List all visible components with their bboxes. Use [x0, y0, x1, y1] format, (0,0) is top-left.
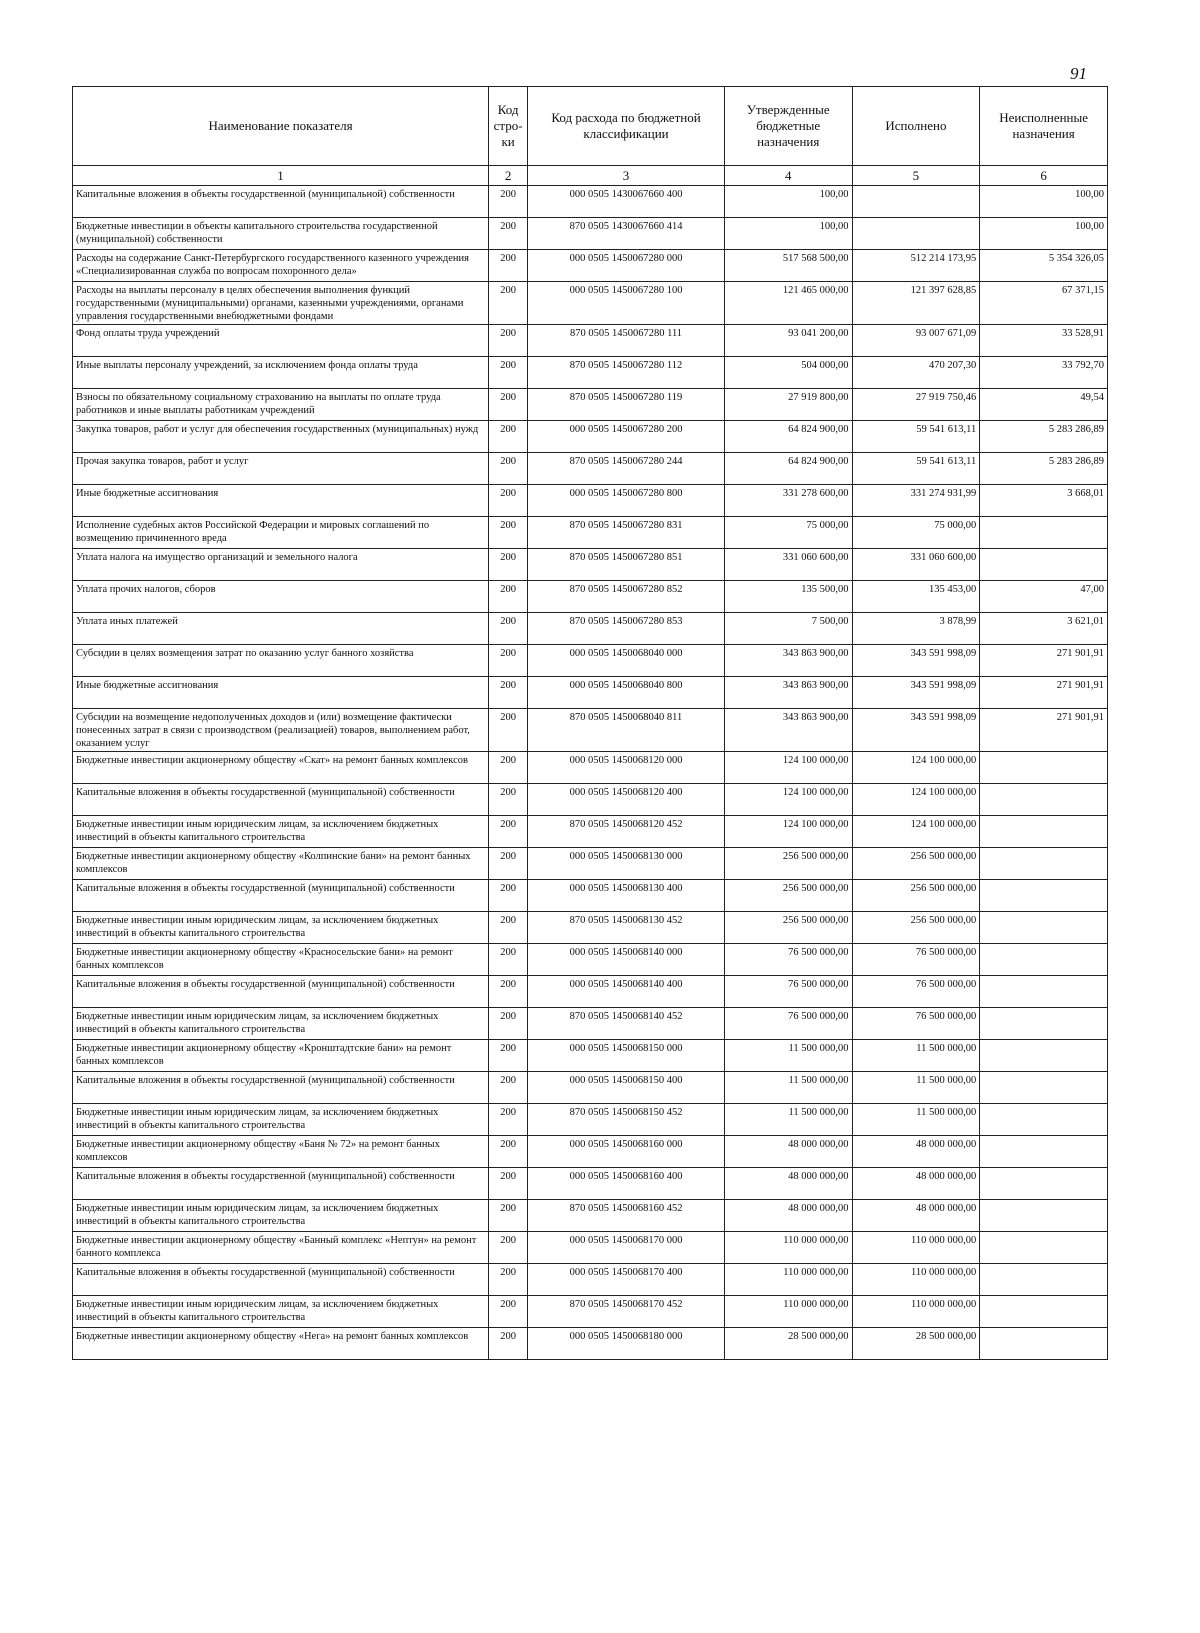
row-unexecuted: 47,00: [980, 581, 1108, 613]
row-budget-code: 870 0505 1450067280 111: [528, 325, 725, 357]
row-approved: 75 000,00: [724, 517, 852, 549]
row-name: Бюджетные инвестиции акционерному обществу «Кронштадтские бани» на ремонт банных комплексов: [73, 1040, 489, 1072]
row-budget-code: 870 0505 1450068150 452: [528, 1104, 725, 1136]
row-unexecuted: 67 371,15: [980, 282, 1108, 325]
row-budget-code: 000 0505 1450067280 800: [528, 485, 725, 517]
header-executed: Исполнено: [852, 87, 980, 166]
row-line-code: 200: [489, 645, 528, 677]
table-row: [73, 944, 1108, 976]
table-row: [73, 218, 1108, 250]
row-name: Исполнение судебных актов Российской Федерации и мировых соглашений по возмещению причиненного вреда: [73, 517, 489, 549]
row-name: Капитальные вложения в объекты государственной (муниципальной) собственности: [73, 976, 489, 1008]
row-approved: 121 465 000,00: [724, 282, 852, 325]
row-unexecuted: 5 283 286,89: [980, 421, 1108, 453]
row-unexecuted: 271 901,91: [980, 645, 1108, 677]
row-approved: 48 000 000,00: [724, 1136, 852, 1168]
row-name: Уплата иных платежей: [73, 613, 489, 645]
row-unexecuted: [980, 816, 1108, 848]
row-name: Бюджетные инвестиции иным юридическим лицам, за исключением бюджетных инвестиций в объекты капитального строительства: [73, 1104, 489, 1136]
row-line-code: 200: [489, 1040, 528, 1072]
row-budget-code: 000 0505 1450068130 000: [528, 848, 725, 880]
row-budget-code: 000 0505 1450068160 000: [528, 1136, 725, 1168]
row-name: Бюджетные инвестиции акционерному обществу «Баня № 72» на ремонт банных комплексов: [73, 1136, 489, 1168]
row-line-code: 200: [489, 880, 528, 912]
row-budget-code: 870 0505 1450067280 119: [528, 389, 725, 421]
row-approved: 110 000 000,00: [724, 1264, 852, 1296]
header-line-code: Код стро-ки: [489, 87, 528, 166]
table-row: [73, 1168, 1108, 1200]
row-executed: 11 500 000,00: [852, 1040, 980, 1072]
row-budget-code: 870 0505 1450068140 452: [528, 1008, 725, 1040]
row-line-code: 200: [489, 1200, 528, 1232]
row-budget-code: 000 0505 1450068150 400: [528, 1072, 725, 1104]
row-name: Бюджетные инвестиции иным юридическим лицам, за исключением бюджетных инвестиций в объекты капитального строительства: [73, 1008, 489, 1040]
row-executed: 135 453,00: [852, 581, 980, 613]
row-name: Бюджетные инвестиции в объекты капитального строительства государственной (муниципальной) собственности: [73, 218, 489, 250]
table-row: [73, 912, 1108, 944]
table-row: [73, 816, 1108, 848]
table-row: [73, 1040, 1108, 1072]
budget-execution-table: [72, 86, 1108, 1360]
header-name: Наименование показателя: [73, 87, 489, 166]
table-row: [73, 485, 1108, 517]
row-approved: 343 863 900,00: [724, 645, 852, 677]
row-budget-code: 870 0505 1450067280 853: [528, 613, 725, 645]
row-approved: 76 500 000,00: [724, 1008, 852, 1040]
row-executed: 11 500 000,00: [852, 1104, 980, 1136]
row-budget-code: 870 0505 1450067280 831: [528, 517, 725, 549]
row-unexecuted: [980, 1232, 1108, 1264]
row-line-code: 200: [489, 677, 528, 709]
row-executed: 27 919 750,46: [852, 389, 980, 421]
row-approved: 93 041 200,00: [724, 325, 852, 357]
row-line-code: 200: [489, 1296, 528, 1328]
row-name: Бюджетные инвестиции акционерному обществу «Банный комплекс «Нептун» на ремонт банного комплекса: [73, 1232, 489, 1264]
column-number: 1: [73, 166, 489, 186]
row-line-code: 200: [489, 389, 528, 421]
row-executed: 124 100 000,00: [852, 784, 980, 816]
row-line-code: 200: [489, 485, 528, 517]
column-number: 3: [528, 166, 725, 186]
row-approved: 100,00: [724, 218, 852, 250]
row-executed: 59 541 613,11: [852, 421, 980, 453]
row-line-code: 200: [489, 912, 528, 944]
row-unexecuted: [980, 1008, 1108, 1040]
row-approved: 11 500 000,00: [724, 1040, 852, 1072]
row-line-code: 200: [489, 453, 528, 485]
table-row: [73, 1136, 1108, 1168]
row-executed: 331 274 931,99: [852, 485, 980, 517]
column-number: 6: [980, 166, 1108, 186]
header-unexecuted: Неисполненные назначения: [980, 87, 1108, 166]
row-line-code: 200: [489, 357, 528, 389]
row-name: Фонд оплаты труда учреждений: [73, 325, 489, 357]
row-executed: 343 591 998,09: [852, 645, 980, 677]
row-executed: 343 591 998,09: [852, 677, 980, 709]
row-name: Капитальные вложения в объекты государственной (муниципальной) собственности: [73, 1072, 489, 1104]
row-approved: 7 500,00: [724, 613, 852, 645]
row-approved: 76 500 000,00: [724, 976, 852, 1008]
table-row: [73, 357, 1108, 389]
row-unexecuted: 3 668,01: [980, 485, 1108, 517]
row-unexecuted: [980, 549, 1108, 581]
row-executed: 110 000 000,00: [852, 1296, 980, 1328]
row-line-code: 200: [489, 250, 528, 282]
row-executed: 110 000 000,00: [852, 1264, 980, 1296]
row-executed: 256 500 000,00: [852, 912, 980, 944]
row-budget-code: 000 0505 1450068130 400: [528, 880, 725, 912]
row-approved: 124 100 000,00: [724, 752, 852, 784]
row-budget-code: 000 0505 1450068170 400: [528, 1264, 725, 1296]
table-row: [73, 250, 1108, 282]
row-unexecuted: [980, 1200, 1108, 1232]
row-approved: 48 000 000,00: [724, 1168, 852, 1200]
header-approved: Утвержденные бюджетные назначения: [724, 87, 852, 166]
row-budget-code: 000 0505 1450068040 000: [528, 645, 725, 677]
table-row: [73, 613, 1108, 645]
row-approved: 331 060 600,00: [724, 549, 852, 581]
row-name: Прочая закупка товаров, работ и услуг: [73, 453, 489, 485]
row-approved: 76 500 000,00: [724, 944, 852, 976]
row-unexecuted: [980, 976, 1108, 1008]
row-name: Капитальные вложения в объекты государственной (муниципальной) собственности: [73, 1264, 489, 1296]
row-name: Бюджетные инвестиции акционерному обществу «Скат» на ремонт банных комплексов: [73, 752, 489, 784]
row-executed: 28 500 000,00: [852, 1328, 980, 1360]
row-unexecuted: [980, 1168, 1108, 1200]
row-line-code: 200: [489, 1168, 528, 1200]
row-budget-code: 870 0505 1450068120 452: [528, 816, 725, 848]
row-line-code: 200: [489, 784, 528, 816]
row-approved: 256 500 000,00: [724, 848, 852, 880]
row-unexecuted: [980, 1296, 1108, 1328]
row-budget-code: 000 0505 1450067280 200: [528, 421, 725, 453]
table-row: [73, 1072, 1108, 1104]
row-executed: 121 397 628,85: [852, 282, 980, 325]
row-budget-code: 000 0505 1450068120 000: [528, 752, 725, 784]
row-executed: 110 000 000,00: [852, 1232, 980, 1264]
table-row: [73, 325, 1108, 357]
row-name: Бюджетные инвестиции акционерному обществу «Колпинские бани» на ремонт банных комплексов: [73, 848, 489, 880]
table-row: [73, 453, 1108, 485]
row-executed: [852, 218, 980, 250]
row-line-code: 200: [489, 1328, 528, 1360]
row-name: Бюджетные инвестиции акционерному обществу «Красносельские бани» на ремонт банных комплексов: [73, 944, 489, 976]
row-name: Бюджетные инвестиции иным юридическим лицам, за исключением бюджетных инвестиций в объекты капитального строительства: [73, 912, 489, 944]
row-executed: 59 541 613,11: [852, 453, 980, 485]
row-budget-code: 000 0505 1430067660 400: [528, 186, 725, 218]
header-row: [73, 87, 1108, 166]
row-name: Иные бюджетные ассигнования: [73, 485, 489, 517]
row-line-code: 200: [489, 613, 528, 645]
row-unexecuted: [980, 912, 1108, 944]
row-executed: 331 060 600,00: [852, 549, 980, 581]
row-approved: 11 500 000,00: [724, 1072, 852, 1104]
row-unexecuted: 5 283 286,89: [980, 453, 1108, 485]
table-row: [73, 784, 1108, 816]
row-approved: 110 000 000,00: [724, 1296, 852, 1328]
row-name: Уплата прочих налогов, сборов: [73, 581, 489, 613]
row-executed: 76 500 000,00: [852, 1008, 980, 1040]
row-budget-code: 870 0505 1450068040 811: [528, 709, 725, 752]
row-executed: 48 000 000,00: [852, 1200, 980, 1232]
row-unexecuted: 3 621,01: [980, 613, 1108, 645]
row-line-code: 200: [489, 816, 528, 848]
row-executed: 124 100 000,00: [852, 752, 980, 784]
row-name: Уплата налога на имущество организаций и земельного налога: [73, 549, 489, 581]
row-approved: 28 500 000,00: [724, 1328, 852, 1360]
row-line-code: 200: [489, 218, 528, 250]
table-row: [73, 645, 1108, 677]
row-budget-code: 000 0505 1450068150 000: [528, 1040, 725, 1072]
row-unexecuted: 49,54: [980, 389, 1108, 421]
row-line-code: 200: [489, 1104, 528, 1136]
row-approved: 124 100 000,00: [724, 816, 852, 848]
row-name: Субсидии на возмещение недополученных доходов и (или) возмещение фактически понесенных затрат в связи с производством (реализацией) товаров, выполнением работ, оказанием услуг: [73, 709, 489, 752]
row-name: Взносы по обязательному социальному страхованию на выплаты по оплате труда работников и иные выплаты работникам учреждений: [73, 389, 489, 421]
row-budget-code: 870 0505 1450067280 851: [528, 549, 725, 581]
row-budget-code: 870 0505 1450067280 112: [528, 357, 725, 389]
table-row: [73, 677, 1108, 709]
table-row: [73, 709, 1108, 752]
row-executed: [852, 186, 980, 218]
row-approved: 343 863 900,00: [724, 709, 852, 752]
table-body: [73, 186, 1108, 1360]
table-row: [73, 976, 1108, 1008]
row-unexecuted: [980, 880, 1108, 912]
row-budget-code: 000 0505 1450067280 000: [528, 250, 725, 282]
row-executed: 93 007 671,09: [852, 325, 980, 357]
row-budget-code: 870 0505 1450068130 452: [528, 912, 725, 944]
row-unexecuted: [980, 1328, 1108, 1360]
table-row: [73, 1232, 1108, 1264]
row-budget-code: 000 0505 1450068040 800: [528, 677, 725, 709]
row-approved: 48 000 000,00: [724, 1200, 852, 1232]
row-budget-code: 870 0505 1450068170 452: [528, 1296, 725, 1328]
row-name: Иные бюджетные ассигнования: [73, 677, 489, 709]
row-unexecuted: 33 792,70: [980, 357, 1108, 389]
row-unexecuted: 33 528,91: [980, 325, 1108, 357]
table-row: [73, 1200, 1108, 1232]
row-name: Иные выплаты персоналу учреждений, за исключением фонда оплаты труда: [73, 357, 489, 389]
row-line-code: 200: [489, 1008, 528, 1040]
row-executed: 48 000 000,00: [852, 1136, 980, 1168]
row-approved: 64 824 900,00: [724, 421, 852, 453]
row-name: Бюджетные инвестиции иным юридическим лицам, за исключением бюджетных инвестиций в объекты капитального строительства: [73, 816, 489, 848]
row-name: Бюджетные инвестиции иным юридическим лицам, за исключением бюджетных инвестиций в объекты капитального строительства: [73, 1296, 489, 1328]
row-budget-code: 870 0505 1450067280 852: [528, 581, 725, 613]
row-approved: 343 863 900,00: [724, 677, 852, 709]
row-unexecuted: [980, 517, 1108, 549]
row-unexecuted: [980, 848, 1108, 880]
row-executed: 76 500 000,00: [852, 944, 980, 976]
table-row: [73, 186, 1108, 218]
row-unexecuted: [980, 784, 1108, 816]
row-budget-code: 000 0505 1450068140 000: [528, 944, 725, 976]
row-name: Капитальные вложения в объекты государственной (муниципальной) собственности: [73, 784, 489, 816]
table-row: [73, 880, 1108, 912]
row-line-code: 200: [489, 848, 528, 880]
row-executed: 512 214 173,95: [852, 250, 980, 282]
column-number: 4: [724, 166, 852, 186]
row-budget-code: 000 0505 1450068120 400: [528, 784, 725, 816]
row-line-code: 200: [489, 517, 528, 549]
row-budget-code: 870 0505 1430067660 414: [528, 218, 725, 250]
row-line-code: 200: [489, 1072, 528, 1104]
row-unexecuted: 271 901,91: [980, 677, 1108, 709]
row-budget-code: 000 0505 1450068180 000: [528, 1328, 725, 1360]
table-row: [73, 1008, 1108, 1040]
table-row: [73, 1328, 1108, 1360]
row-executed: 124 100 000,00: [852, 816, 980, 848]
table-row: [73, 1264, 1108, 1296]
row-executed: 343 591 998,09: [852, 709, 980, 752]
row-line-code: 200: [489, 976, 528, 1008]
row-name: Закупка товаров, работ и услуг для обеспечения государственных (муниципальных) нужд: [73, 421, 489, 453]
row-approved: 64 824 900,00: [724, 453, 852, 485]
row-approved: 100,00: [724, 186, 852, 218]
column-number: 2: [489, 166, 528, 186]
row-budget-code: 000 0505 1450068170 000: [528, 1232, 725, 1264]
table-row: [73, 848, 1108, 880]
row-line-code: 200: [489, 186, 528, 218]
row-unexecuted: [980, 1040, 1108, 1072]
column-number-row: [73, 166, 1108, 186]
row-unexecuted: 100,00: [980, 186, 1108, 218]
row-approved: 256 500 000,00: [724, 880, 852, 912]
row-executed: 256 500 000,00: [852, 880, 980, 912]
row-name: Бюджетные инвестиции иным юридическим лицам, за исключением бюджетных инвестиций в объекты капитального строительства: [73, 1200, 489, 1232]
table-row: [73, 282, 1108, 325]
row-line-code: 200: [489, 1136, 528, 1168]
row-approved: 135 500,00: [724, 581, 852, 613]
row-executed: 48 000 000,00: [852, 1168, 980, 1200]
row-unexecuted: 271 901,91: [980, 709, 1108, 752]
row-budget-code: 000 0505 1450068160 400: [528, 1168, 725, 1200]
table-row: [73, 421, 1108, 453]
row-unexecuted: 100,00: [980, 218, 1108, 250]
row-approved: 256 500 000,00: [724, 912, 852, 944]
row-line-code: 200: [489, 709, 528, 752]
row-executed: 3 878,99: [852, 613, 980, 645]
row-executed: 75 000,00: [852, 517, 980, 549]
row-unexecuted: [980, 1104, 1108, 1136]
row-unexecuted: [980, 944, 1108, 976]
table-row: [73, 389, 1108, 421]
row-line-code: 200: [489, 944, 528, 976]
row-unexecuted: [980, 1264, 1108, 1296]
row-name: Расходы на выплаты персоналу в целях обеспечения выполнения функций государственными (муниципальными) органами, казенными учреждениями, органами управления государственными внебюджетными фондами: [73, 282, 489, 325]
row-line-code: 200: [489, 1264, 528, 1296]
row-executed: 256 500 000,00: [852, 848, 980, 880]
row-budget-code: 870 0505 1450068160 452: [528, 1200, 725, 1232]
row-unexecuted: [980, 1136, 1108, 1168]
row-approved: 11 500 000,00: [724, 1104, 852, 1136]
row-name: Бюджетные инвестиции акционерному обществу «Нега» на ремонт банных комплексов: [73, 1328, 489, 1360]
table-row: [73, 752, 1108, 784]
row-budget-code: 000 0505 1450067280 100: [528, 282, 725, 325]
table-row: [73, 1104, 1108, 1136]
row-line-code: 200: [489, 1232, 528, 1264]
row-unexecuted: [980, 752, 1108, 784]
row-unexecuted: 5 354 326,05: [980, 250, 1108, 282]
row-budget-code: 000 0505 1450068140 400: [528, 976, 725, 1008]
row-name: Расходы на содержание Санкт-Петербургского государственного казенного учреждения «Специализированная служба по вопросам похоронного дела»: [73, 250, 489, 282]
row-executed: 76 500 000,00: [852, 976, 980, 1008]
row-executed: 470 207,30: [852, 357, 980, 389]
column-number: 5: [852, 166, 980, 186]
row-approved: 331 278 600,00: [724, 485, 852, 517]
table-row: [73, 1296, 1108, 1328]
table-row: [73, 581, 1108, 613]
row-line-code: 200: [489, 325, 528, 357]
row-approved: 27 919 800,00: [724, 389, 852, 421]
page-number: 91: [1070, 64, 1087, 83]
row-name: Капитальные вложения в объекты государственной (муниципальной) собственности: [73, 880, 489, 912]
row-unexecuted: [980, 1072, 1108, 1104]
row-name: Капитальные вложения в объекты государственной (муниципальной) собственности: [73, 186, 489, 218]
row-line-code: 200: [489, 549, 528, 581]
row-approved: 110 000 000,00: [724, 1232, 852, 1264]
table-row: [73, 517, 1108, 549]
row-line-code: 200: [489, 581, 528, 613]
header-budget-code: Код расхода по бюджетной классификации: [528, 87, 725, 166]
row-name: Субсидии в целях возмещения затрат по оказанию услуг банного хозяйства: [73, 645, 489, 677]
row-name: Капитальные вложения в объекты государственной (муниципальной) собственности: [73, 1168, 489, 1200]
row-approved: 504 000,00: [724, 357, 852, 389]
row-line-code: 200: [489, 752, 528, 784]
table-row: [73, 549, 1108, 581]
row-approved: 124 100 000,00: [724, 784, 852, 816]
row-line-code: 200: [489, 282, 528, 325]
row-budget-code: 870 0505 1450067280 244: [528, 453, 725, 485]
row-approved: 517 568 500,00: [724, 250, 852, 282]
row-line-code: 200: [489, 421, 528, 453]
row-executed: 11 500 000,00: [852, 1072, 980, 1104]
